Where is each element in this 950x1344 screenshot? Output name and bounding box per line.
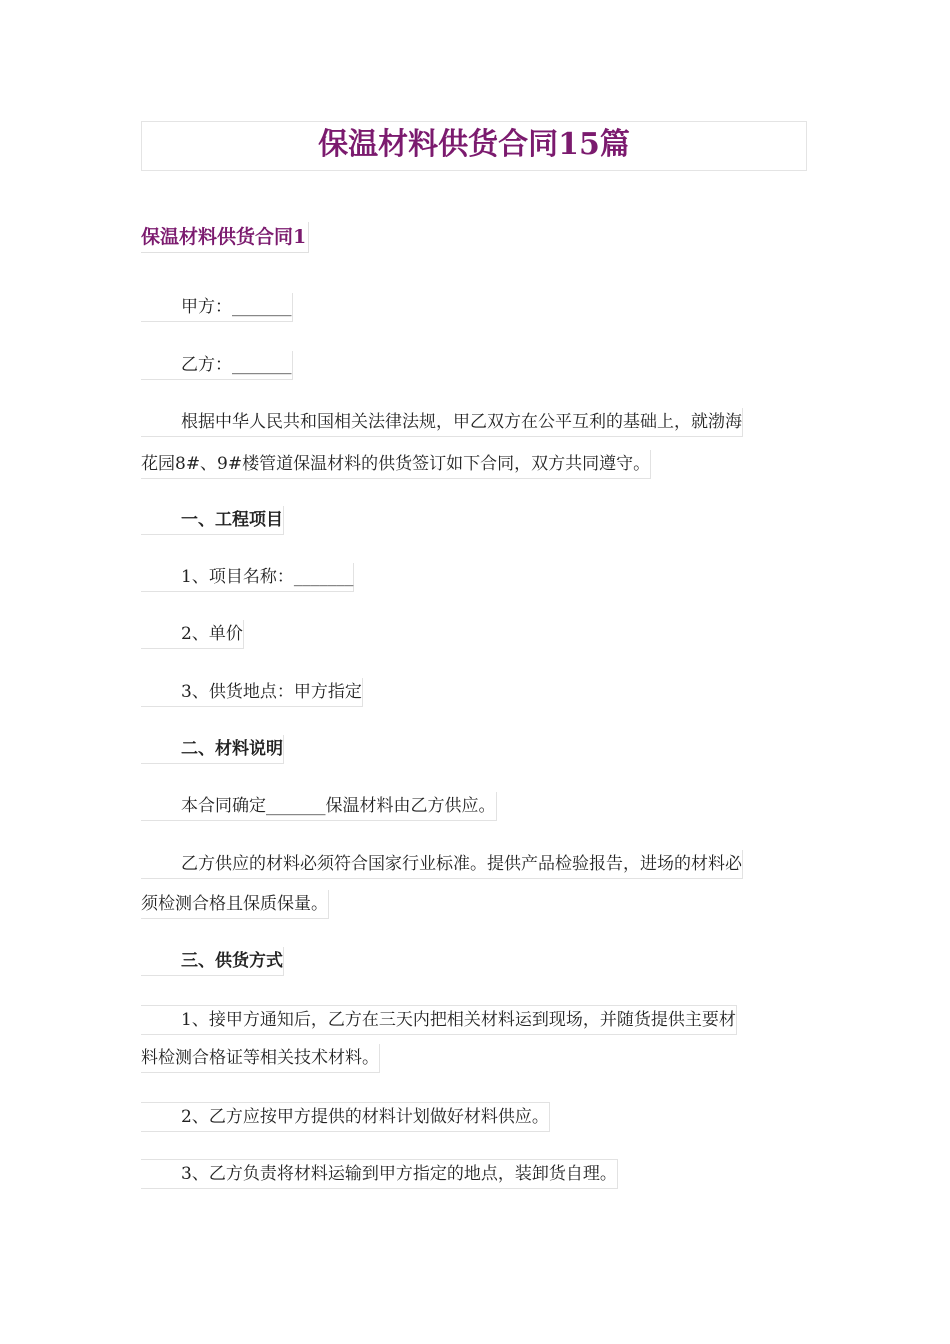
title-box — [141, 121, 807, 171]
intro-line-1: 根据中华人民共和国相关法律法规，甲乙双方在公平互利的基础上，就渤海 — [141, 408, 743, 437]
standard-line-1: 乙方供应的材料必须符合国家行业标准。提供产品检验报告，进场的材料必 — [141, 850, 743, 879]
standard-line-2: 须检测合格且保质保量。 — [141, 890, 329, 919]
supply-1-line-2: 料检测合格证等相关技术材料。 — [141, 1044, 380, 1073]
party-b-label: 乙方： — [181, 355, 232, 375]
item-delivery-location: 3、供货地点：甲方指定 — [141, 678, 363, 707]
item-unit-price: 2、单价 — [141, 620, 244, 649]
supply-3: 3、乙方负责将材料运输到甲方指定的地点，装卸货自理。 — [141, 1159, 618, 1189]
supply-2: 2、乙方应按甲方提供的材料计划做好材料供应。 — [141, 1102, 550, 1132]
heading-supply: 三、供货方式 — [141, 947, 284, 976]
section-title: 保温材料供货合同1 — [141, 222, 309, 253]
project-name-blank: _______ — [293, 567, 354, 587]
item-project-name-label: 1、项目名称： — [181, 567, 294, 587]
intro-line-2: 花园8#、9#楼管道保温材料的供货签订如下合同，双方共同遵守。 — [141, 450, 651, 479]
material-prefix: 本合同确定 — [181, 796, 266, 816]
party-a-label: 甲方： — [181, 297, 232, 317]
supply-1-line-1: 1、接甲方通知后，乙方在三天内把相关材料运到现场，并随货提供主要材 — [141, 1005, 737, 1035]
material-suffix: 保温材料由乙方供应。 — [325, 796, 496, 816]
item-project-name — [141, 563, 354, 592]
party-a-blank: _______ — [232, 297, 292, 317]
heading-material: 二、材料说明 — [141, 735, 284, 764]
party-b-line — [141, 351, 293, 380]
party-b-blank: _______ — [232, 355, 292, 375]
material-blank: _______ — [266, 796, 326, 816]
heading-project: 一、工程项目 — [141, 506, 284, 535]
party-a-line — [141, 293, 293, 322]
document-title: 保温材料供货合同15篇 — [318, 127, 630, 162]
material-line — [141, 792, 497, 821]
